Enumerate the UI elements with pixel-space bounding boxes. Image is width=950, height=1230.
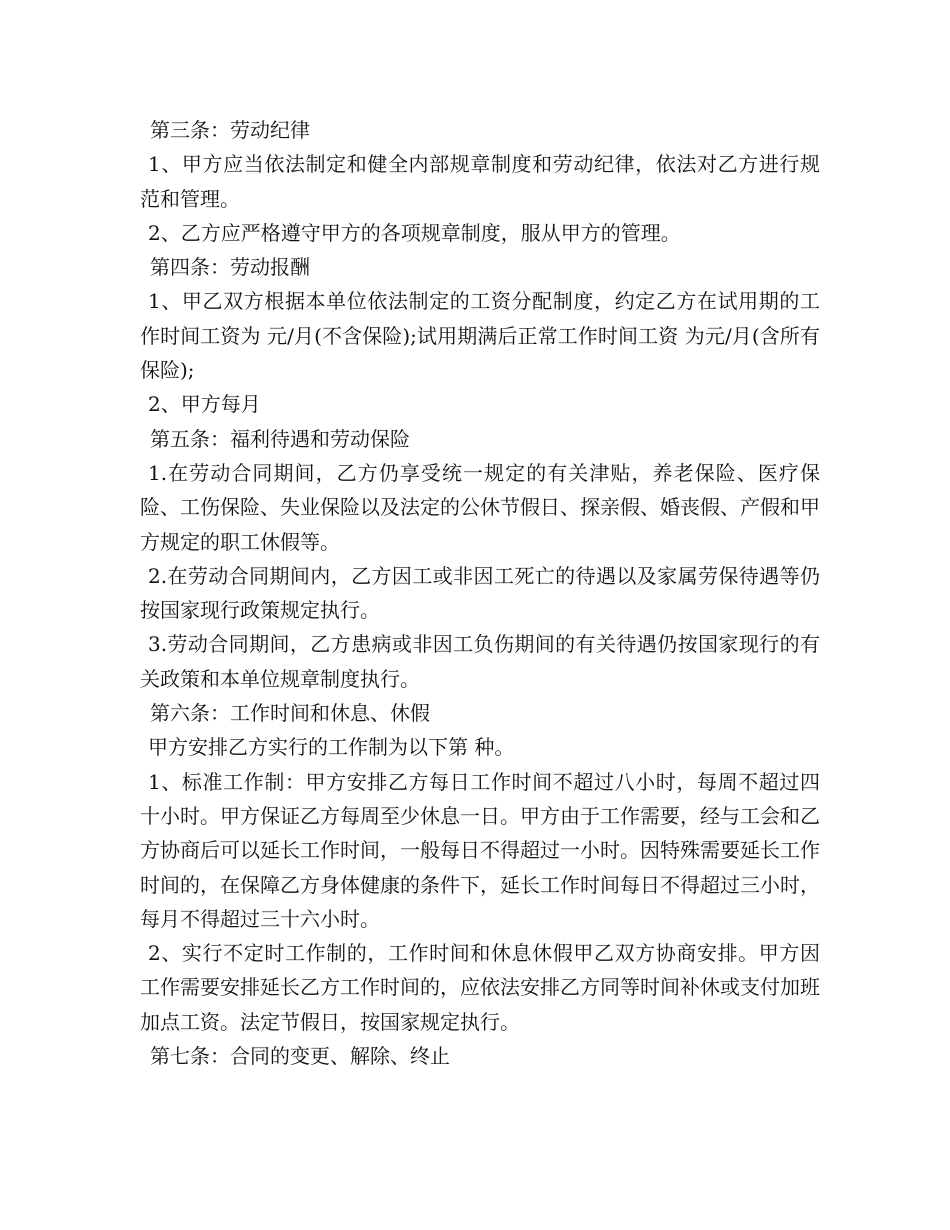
clause-paragraph: 2.在劳动合同期间内，乙方因工或非因工死亡的待遇以及家属劳保待遇等仍按国家现行政策规定执行。 (140, 563, 820, 623)
article-heading: 第四条：劳动报酬 (150, 255, 310, 280)
document-body (140, 113, 820, 1073)
clause-paragraph: 1.在劳动合同期间，乙方仍享受统一规定的有关津贴，养老保险、医疗保险、工伤保险、失业保险以及法定的公休节假日、探亲假、婚丧假、产假和甲方规定的职工休假等。 (140, 460, 820, 554)
clause-paragraph: 2、乙方应严格遵守甲方的各项规章制度，服从甲方的管理。 (148, 220, 681, 245)
article-heading: 第三条：劳动纪律 (150, 118, 310, 142)
article-heading: 第六条：工作时间和休息、休假 (150, 701, 430, 726)
clause-paragraph: 2、实行不定时工作制的，工作时间和休息休假甲乙双方协商安排。甲方因工作需要安排延长乙方工作时间的，应依法安排乙方同等时间补休或支付加班加点工资。法定节假日，按国家规定执行。 (140, 941, 820, 1034)
clause-paragraph: 1、标准工作制：甲方安排乙方每日工作时间不超过八小时，每周不超过四十小时。甲方保证乙方每周至少休息一日。甲方由于工作需要，经与工会和乙方协商后可以延长工作时间，一般每日不得超过一小时。因特殊需要延长工作时间的，在保障乙方身体健康的条件下，延长工作时间每日不得超过三小时，每月不得超过三十六小时。 (140, 769, 820, 931)
clause-paragraph: 1、甲乙双方根据本单位依法制定的工资分配制度，约定乙方在试用期的工作时间工资为 元/月(不含保险);试用期满后正常工作时间工资 为元/月(含所有保险); (140, 289, 820, 383)
clause-paragraph: 2、甲方每月 (148, 392, 261, 417)
clause-paragraph: 1、甲方应当依法制定和健全内部规章制度和劳动纪律，依法对乙方进行规范和管理。 (140, 152, 820, 211)
article-heading: 第五条：福利待遇和劳动保险 (150, 426, 410, 451)
clause-paragraph: 3.劳动合同期间，乙方患病或非因工负伤期间的有关待遇仍按国家现行的有关政策和本单位规章制度执行。 (140, 632, 820, 691)
clause-paragraph: 甲方安排乙方实行的工作制为以下第 种。 (148, 735, 515, 760)
article-heading: 第七条：合同的变更、解除、终止 (150, 1044, 450, 1069)
